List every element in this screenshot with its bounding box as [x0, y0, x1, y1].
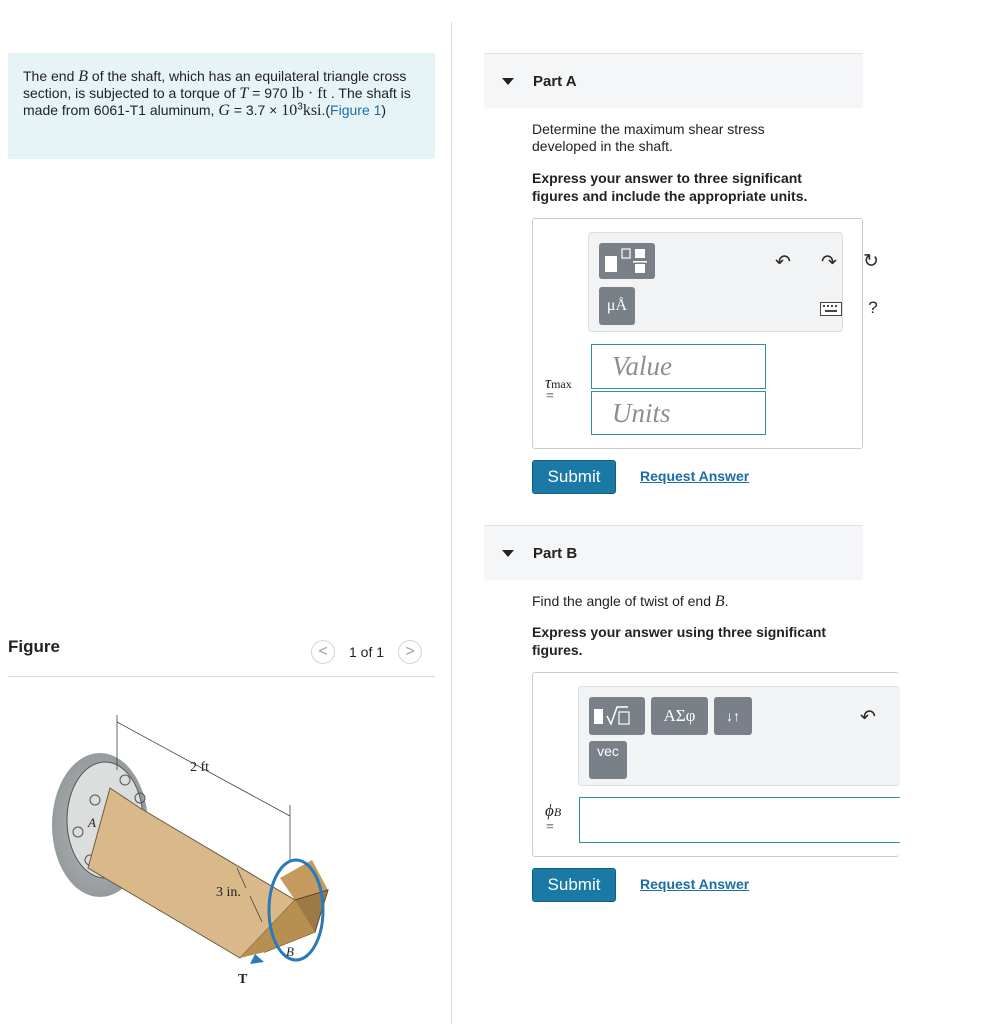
value-input[interactable]: Value: [591, 344, 766, 389]
templates-button[interactable]: [599, 243, 655, 279]
figure-next-button[interactable]: [398, 640, 422, 664]
problem-statement: The end B of the shaft, which has an equilateral triangle cross section, is subjected to a torque of T = 970 lb · ft . The shaft is made from 6061-T1 aluminum, $G = 3.7 \times 10^3ksi.(Figure$ 1): [8, 53, 435, 159]
figure-counter: 1 of 1: [349, 644, 385, 660]
part-b-instruction: Express your answer using three significant figures.: [532, 624, 827, 658]
figure-prev-button[interactable]: [311, 640, 335, 664]
figure-pager: [311, 639, 422, 665]
part-b-request-answer-link[interactable]: Request Answer: [640, 876, 750, 892]
part-a-request-answer-link[interactable]: Request Answer: [640, 468, 750, 484]
length-label: 2 ft: [190, 760, 210, 775]
units-button[interactable]: μÅ: [599, 287, 635, 325]
keyboard-icon[interactable]: [819, 297, 843, 321]
sort-arrows-button[interactable]: ↓↑: [714, 697, 752, 735]
part-b-question: Find the angle of twist of end B.: [532, 593, 729, 610]
column-divider: [451, 22, 452, 1024]
collapse-triangle-icon: [502, 78, 514, 85]
angle-input[interactable]: [579, 797, 900, 843]
chevron-left-icon: <: [318, 643, 328, 660]
greek-button[interactable]: ΑΣφ: [651, 697, 708, 735]
templates-button[interactable]: [589, 697, 645, 735]
phi-b-label: ϕB: [545, 801, 562, 820]
part-b-answer-box: [532, 672, 899, 857]
end-a-label: A: [88, 815, 96, 830]
part-b-title: Part B: [533, 544, 578, 562]
undo-icon[interactable]: ↶: [860, 706, 876, 728]
tau-max-label: τmax: [545, 373, 572, 392]
figure-rule: [8, 676, 435, 677]
side-label: 3 in.: [216, 885, 241, 900]
chevron-right-icon: >: [405, 643, 415, 660]
part-a-question: Determine the maximum shear stress developed in the shaft.: [532, 121, 765, 154]
shaft-side-face: [88, 788, 295, 958]
part-b-submit-button[interactable]: Submit: [532, 868, 616, 902]
part-a-answer-box: [532, 218, 879, 449]
radical-template-icon: [592, 704, 642, 728]
collapse-triangle-icon: [502, 550, 514, 557]
fraction-template-icon: [603, 247, 651, 275]
part-a-instruction: Express your answer to three significant figures and include the appropriate units.: [532, 170, 808, 204]
equals-sign: =: [546, 389, 554, 404]
part-a-title: Part A: [533, 72, 577, 90]
arrowhead-icon: [250, 954, 264, 964]
shaft-figure: [50, 700, 370, 990]
part-a-header[interactable]: [484, 53, 863, 108]
torque-label: T: [238, 972, 248, 987]
undo-icon[interactable]: ↶: [775, 251, 791, 273]
equals-sign: =: [546, 820, 554, 835]
vector-button[interactable]: vec: [589, 741, 627, 779]
part-b-header[interactable]: [484, 525, 863, 580]
part-a-toolbar: [588, 232, 879, 332]
units-input[interactable]: Units: [591, 391, 766, 435]
help-icon[interactable]: ?: [868, 298, 878, 317]
reset-icon[interactable]: ↻: [863, 250, 879, 272]
part-a-submit-button[interactable]: Submit: [532, 460, 616, 494]
figure-link[interactable]: Figure 1: [330, 102, 382, 118]
part-b-toolbar: [578, 686, 900, 786]
figure-title: Figure: [8, 637, 60, 656]
end-b-label: B: [286, 944, 294, 959]
redo-icon[interactable]: ↷: [821, 251, 837, 273]
